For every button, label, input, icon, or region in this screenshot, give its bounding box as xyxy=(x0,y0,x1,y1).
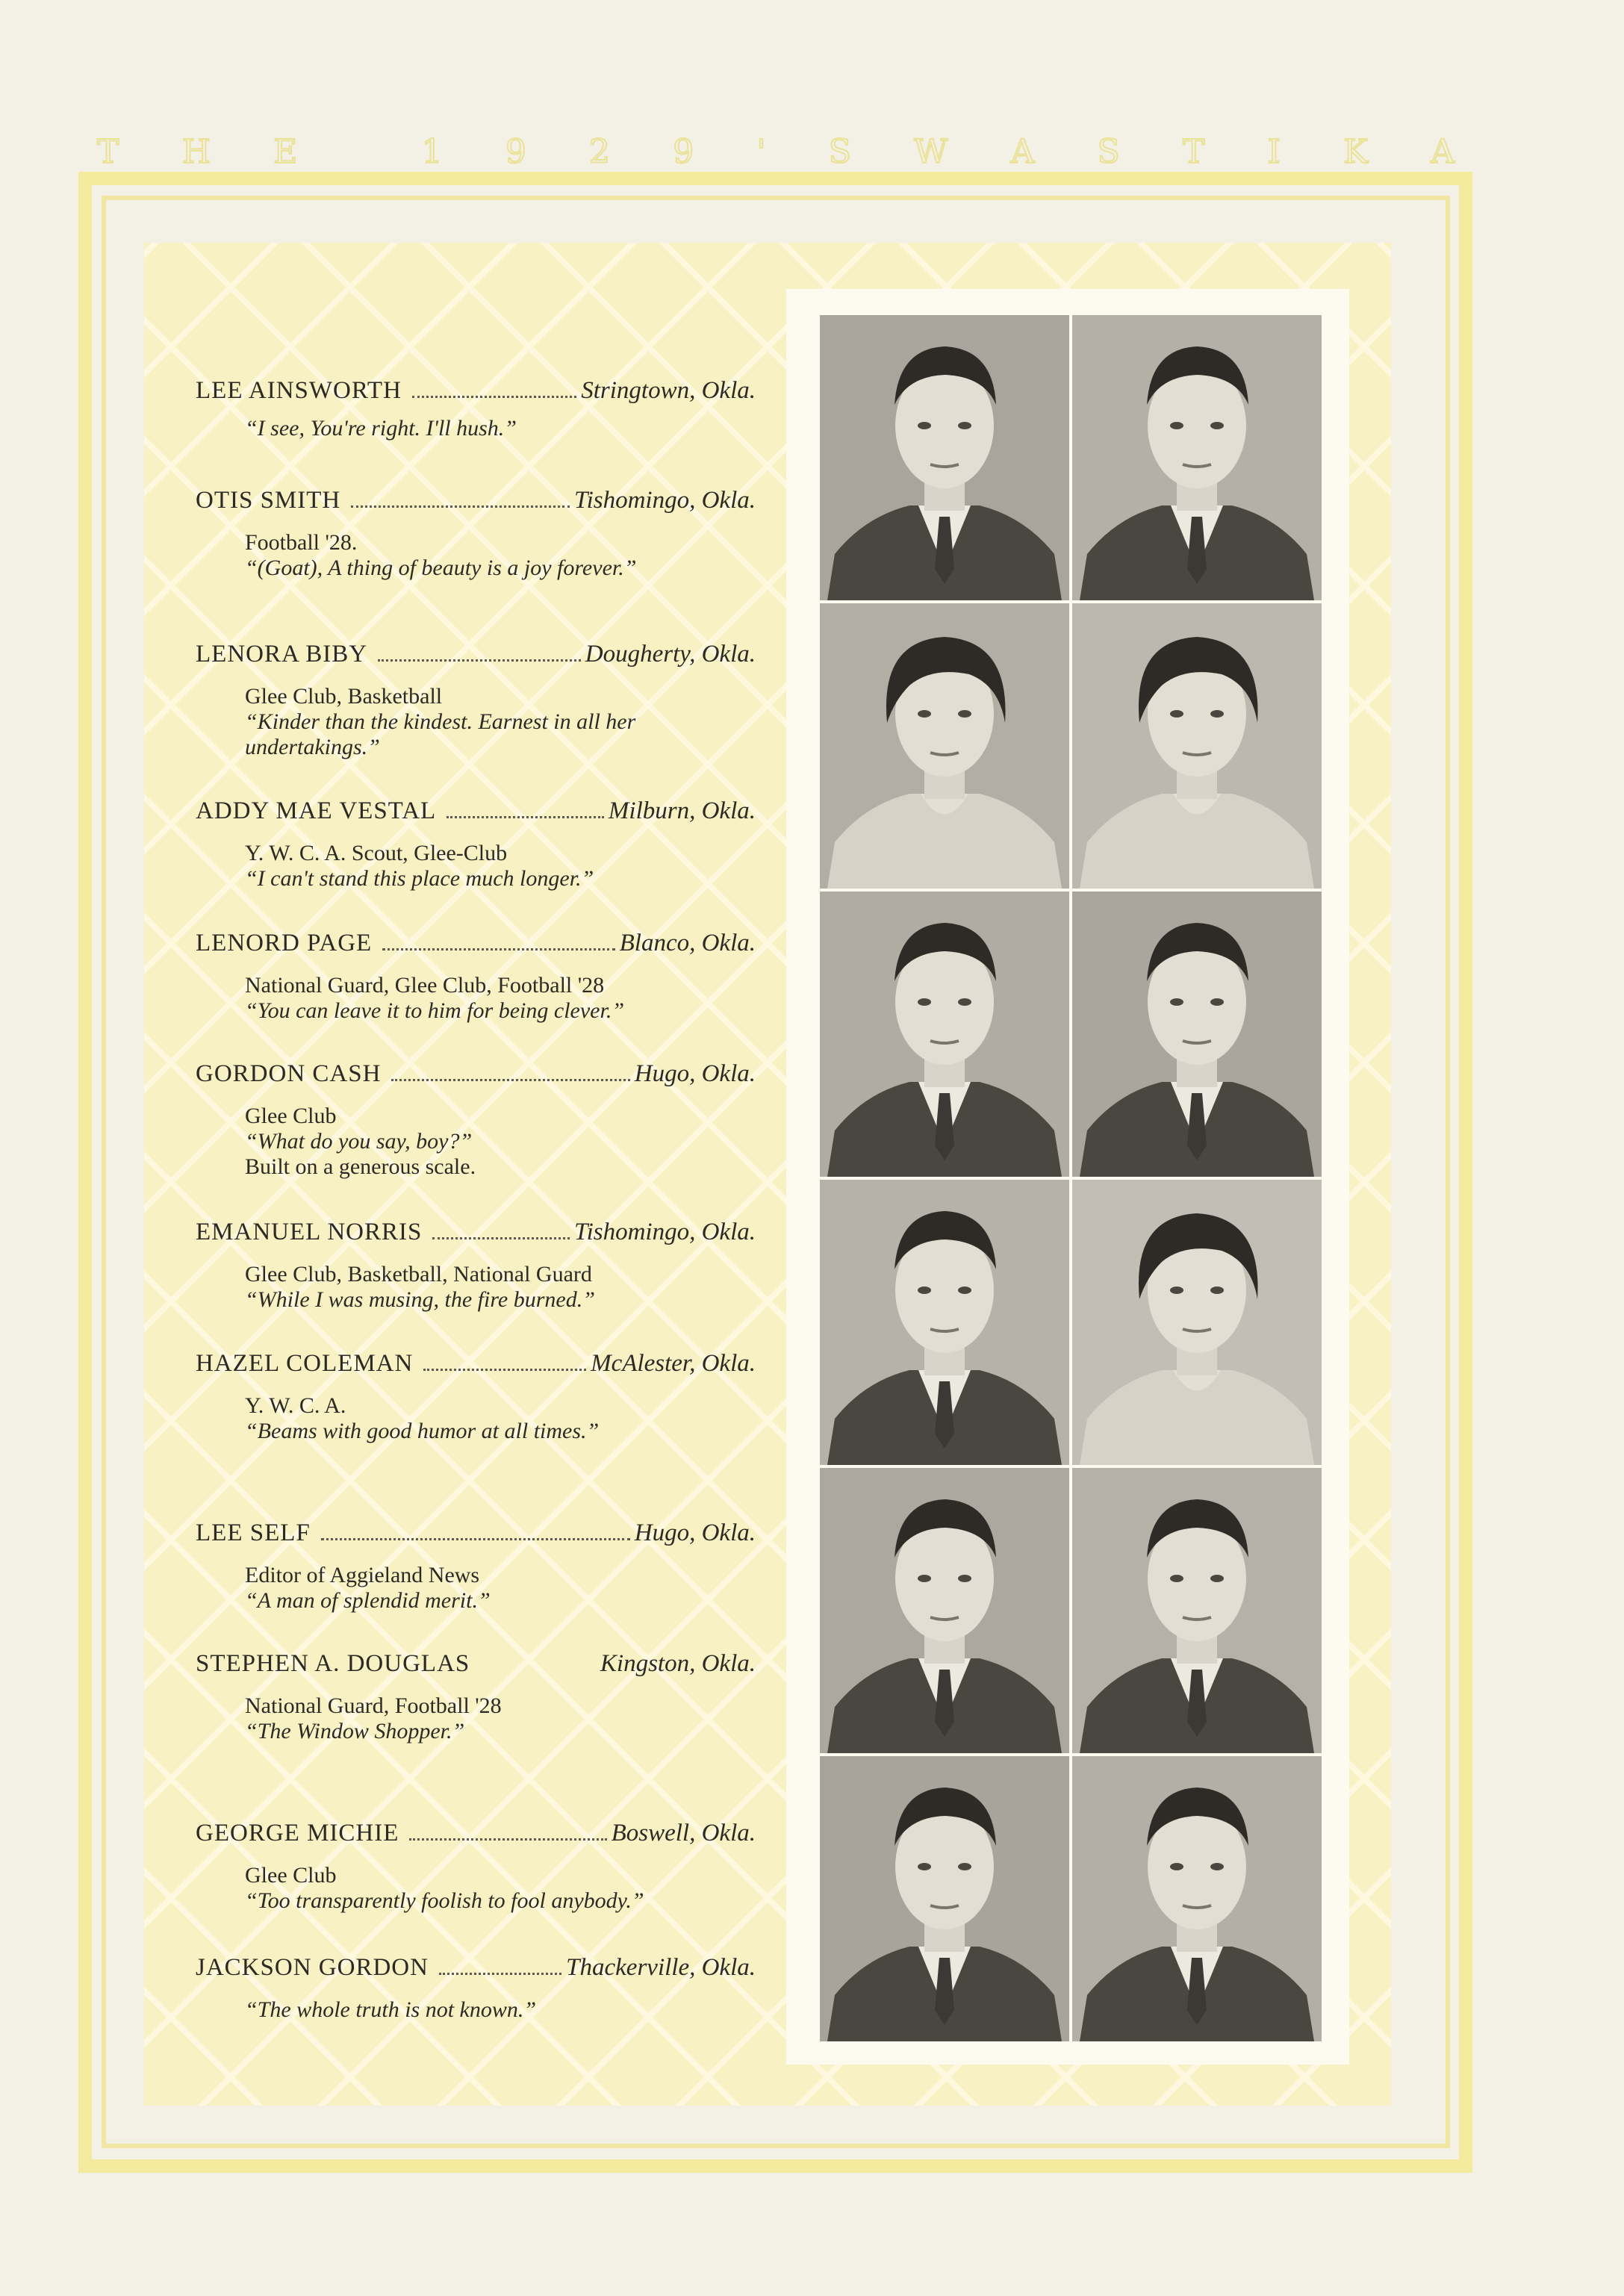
leader-dots xyxy=(409,1838,606,1841)
leader-dots xyxy=(321,1538,630,1540)
student-hometown: Tishomingo, Okla. xyxy=(574,487,756,514)
student-portrait-photo xyxy=(1072,603,1322,889)
student-hometown: Stringtown, Okla. xyxy=(581,377,756,404)
student-hometown: Dougherty, Okla. xyxy=(585,641,756,668)
header-letter: T xyxy=(1182,133,1207,171)
header-letter: E xyxy=(273,133,299,171)
student-name: ADDY MAE VESTAL xyxy=(196,797,437,824)
header-letter: T xyxy=(97,133,121,171)
header-letter: ' xyxy=(756,133,768,171)
student-portrait-photo xyxy=(820,1756,1069,2041)
student-activities: National Guard, Glee Club, Football '28 xyxy=(245,973,605,998)
student-activities: National Guard, Football '28 xyxy=(245,1693,502,1718)
header-letter: 2 xyxy=(589,133,612,171)
student-entry-addy-mae-vestal xyxy=(196,797,756,892)
header-letter: K xyxy=(1343,133,1369,171)
student-hometown: Blanco, Okla. xyxy=(619,930,756,956)
student-hometown: Hugo, Okla. xyxy=(634,1519,756,1546)
student-activities: Y. W. C. A. Scout, Glee-Club xyxy=(245,841,508,865)
header-letter: S xyxy=(1097,133,1121,171)
student-entry-lenora-biby xyxy=(196,641,756,760)
leader-dots xyxy=(378,659,581,662)
student-portrait-photo xyxy=(820,892,1069,1177)
student-quote: “What do you say, boy?” xyxy=(245,1129,473,1154)
student-portrait-photo xyxy=(1072,1468,1322,1753)
photo-grid xyxy=(820,315,1322,2038)
student-hometown: Tishomingo, Okla. xyxy=(574,1219,756,1245)
header-letter: S xyxy=(828,133,853,171)
student-hometown: Thackerville, Okla. xyxy=(566,1954,756,1981)
student-quote: “I can't stand this place much longer.” xyxy=(245,866,594,891)
student-name: LENORD PAGE xyxy=(196,930,373,956)
student-note: Built on a generous scale. xyxy=(245,1154,476,1179)
student-portrait-photo xyxy=(1072,892,1322,1177)
header-letter: 1 xyxy=(421,133,444,171)
student-name: LENORA BIBY xyxy=(196,641,368,668)
student-portrait-photo xyxy=(820,1180,1069,1465)
student-quote: “Beams with good humor at all times.” xyxy=(245,1419,600,1443)
student-activities: Editor of Aggieland News xyxy=(245,1563,480,1587)
student-activities: Glee Club xyxy=(245,1863,337,1888)
student-name: OTIS SMITH xyxy=(196,487,341,514)
header-letter: 9 xyxy=(505,133,528,171)
student-entry-hazel-coleman xyxy=(196,1350,756,1444)
student-quote: “While I was musing, the fire burned.” xyxy=(245,1287,595,1312)
student-name: EMANUEL NORRIS xyxy=(196,1219,423,1245)
student-activities: Glee Club, Basketball, National Guard xyxy=(245,1262,592,1287)
student-name: LEE SELF xyxy=(196,1519,311,1546)
student-activities: Y. W. C. A. xyxy=(245,1393,346,1418)
student-entry-lenord-page xyxy=(196,930,756,1024)
student-hometown: Hugo, Okla. xyxy=(634,1060,756,1087)
student-name: JACKSON GORDON xyxy=(196,1954,429,1981)
student-quote: “You can leave it to him for being clever.” xyxy=(245,998,625,1023)
yearbook-header xyxy=(97,133,1456,171)
student-quote: “The Window Shopper.” xyxy=(245,1719,465,1743)
student-hometown: Milburn, Okla. xyxy=(608,797,756,824)
header-letter: I xyxy=(1267,133,1282,171)
student-entry-jackson-gordon xyxy=(196,1954,756,2023)
leader-dots xyxy=(447,816,604,818)
student-activities: Football '28. xyxy=(245,530,358,555)
student-entry-otis-smith xyxy=(196,487,756,581)
student-name: HAZEL COLEMAN xyxy=(196,1350,414,1377)
header-letter: A xyxy=(1010,133,1036,171)
student-activities: Glee Club xyxy=(245,1104,337,1128)
student-quote: “The whole truth is not known.” xyxy=(245,1997,537,2022)
student-name: GORDON CASH xyxy=(196,1060,382,1087)
student-activities: Glee Club, Basketball xyxy=(245,684,443,709)
student-hometown: McAlester, Okla. xyxy=(591,1350,756,1377)
student-entry-lee-ainsworth xyxy=(196,377,756,441)
header-letter: H xyxy=(181,133,212,171)
student-portrait-photo xyxy=(820,603,1069,889)
leader-dots xyxy=(432,1237,570,1239)
student-portrait-photo xyxy=(1072,1180,1322,1465)
student-entry-emanuel-norris xyxy=(196,1219,756,1313)
student-quote: “(Goat), A thing of beauty is a joy forever.” xyxy=(245,556,637,580)
student-hometown: Kingston, Okla. xyxy=(600,1650,756,1677)
student-name: GEORGE MICHIE xyxy=(196,1820,399,1847)
student-name: STEPHEN A. DOUGLAS xyxy=(196,1650,470,1677)
leader-dots xyxy=(423,1369,586,1371)
header-letter: 9 xyxy=(673,133,696,171)
student-quote: “A man of splendid merit.” xyxy=(245,1588,491,1613)
header-letter: A xyxy=(1431,133,1456,171)
student-portrait-photo xyxy=(820,315,1069,600)
leader-dots xyxy=(391,1079,629,1081)
leader-dots xyxy=(382,948,615,951)
header-letter: W xyxy=(914,133,950,171)
student-hometown: Boswell, Okla. xyxy=(611,1820,756,1847)
student-quote: “I see, You're right. I'll hush.” xyxy=(245,416,517,441)
student-portrait-photo xyxy=(1072,315,1322,600)
student-quote: “Too transparently foolish to fool anybody.” xyxy=(245,1888,644,1913)
leader-dots xyxy=(351,505,570,508)
student-entry-george-michie xyxy=(196,1820,756,1914)
student-entry-lee-self xyxy=(196,1519,756,1614)
student-portrait-photo xyxy=(820,1468,1069,1753)
student-name: LEE AINSWORTH xyxy=(196,377,402,404)
leader-dots xyxy=(439,1973,561,1975)
student-entry-stephen-a-douglas xyxy=(196,1650,756,1744)
student-portrait-photo xyxy=(1072,1756,1322,2041)
student-quote: “Kinder than the kindest. Earnest in all her undertakings.” xyxy=(245,709,636,759)
leader-dots xyxy=(412,396,576,398)
student-entry-gordon-cash xyxy=(196,1060,756,1180)
